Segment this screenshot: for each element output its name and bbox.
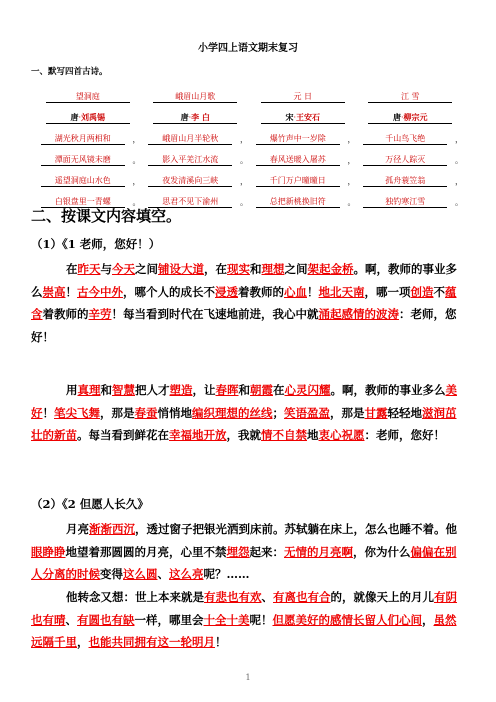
poem-line: 爆竹声中一岁除 [256,133,340,145]
answer-text: 浸透 [215,284,238,299]
section-heading-poems: 一、默写四首古诗。 [31,67,108,77]
paragraph [31,518,464,586]
answer-text: 昨天 [77,262,101,276]
body-text: ：老师，您好！ [31,307,457,344]
body-text: 呢！ [249,612,273,627]
body-text: ，透过窗子把银光洒到床前。苏轼躺在床上，怎么也睡不着。他 [135,522,457,536]
poem-line: 思君不见下渝州 [148,196,232,208]
body-text: 用 [66,383,78,397]
answer-text: 架起金桥 [307,262,354,276]
author-name: 李 白 [191,112,210,122]
answer-text: 心血 [284,284,307,299]
body-text: 着教师的 [42,307,89,321]
answer-text: 无情的月亮啊 [284,544,353,559]
question-label: （1）《1 老师，您好！） [31,237,161,251]
body-text: ， [422,612,434,627]
answer-text: 真理 [77,383,101,397]
poem-lines [34,124,464,208]
poem-line-row [34,124,464,145]
poem-author-row: 唐·刘禹锡 唐·李 白 宋·王安石 唐·柳宗元 [34,103,464,124]
answer-text: 有悲也有欢 [204,590,262,604]
poem-punctuation: ， [240,135,248,144]
answer-text: 编织理想的丝线 [192,405,273,420]
poem-title: 元 日 [261,91,345,103]
answer-text: 滋润茁壮的新苗 [31,405,457,442]
author-name: 柳宗元 [403,112,428,122]
answer-text: 涌起感情的波涛 [318,307,399,321]
answer-text: 偏偏在别人分离的时候 [31,544,457,581]
poem-line: 万径人踪灭 [363,154,447,166]
body-text: ，哪一项 [364,284,411,299]
paragraph [31,379,464,447]
body-text: 和 [100,383,112,397]
body-text: 之间 [135,262,158,276]
answer-text: 春蚕 [134,405,158,420]
answer-text: 今天 [112,262,135,276]
poem-line: 峨眉山月半轮秋 [148,133,232,145]
answer-text: 虽然远隔千里 [31,612,457,649]
body-text: 着教师的 [238,284,284,299]
poem-punctuation: ， [347,135,356,144]
answer-text: 也能共同拥有这一轮明月 [88,635,215,649]
poem-punctuation: ， [347,156,356,165]
poem-punctuation: ， [132,135,141,144]
poem-grid [34,82,464,208]
poem-title: 峨眉山月歌 [153,91,237,103]
answer-text: 蕴含 [31,284,457,321]
answer-text: 衷心祝愿 [318,428,365,442]
poem-punctuation: ， [132,177,141,186]
body-text: 月亮 [66,522,89,536]
body-text: 、 [261,590,273,604]
body-text: 不 [433,284,445,299]
poem-title-row [34,82,464,103]
body-text: ，那是 [100,405,135,420]
answer-text: 古今中外 [77,284,123,299]
body-text: ，你为什么 [353,544,411,559]
body-text: 一样，哪里会 [134,612,204,627]
answer-text: 智慧 [112,383,135,397]
poem-punctuation: ， [455,177,463,186]
body-text: 。啊，教师的事业多么 [31,262,457,299]
poem-punctuation: ， [455,135,463,144]
page-number: 1 [245,673,251,682]
dynasty: 宋 [285,112,294,122]
answer-text: 朝霞 [250,383,273,397]
poem-punctuation: 。 [347,198,356,207]
poem-line: 遥望洞庭山水色 [41,175,125,187]
answer-text: 创造 [410,284,434,299]
page-title: 小学四上语文期末复习 [198,43,298,54]
body-text: ！ [65,284,77,299]
answer-text: 但愿美好的感情长留人们心间 [272,612,422,627]
answer-text: 理想 [261,262,285,276]
body-text: 在 [66,262,78,276]
body-text: 他转念又想：世上本来就是 [66,590,204,604]
dynasty: 唐 [392,112,401,122]
answer-text: 美好 [31,383,457,420]
answer-text: 心灵闪耀 [284,383,331,397]
poem-punctuation: 。 [132,156,141,165]
poem-line: 影入平羌江水流 [148,154,232,166]
poem-punctuation: ， [347,177,356,186]
answer-text: 笑语盈盈 [284,405,330,420]
poem-line: 潭面无风镜未磨 [41,154,125,166]
answer-text: 有阴也有晴 [31,590,457,627]
paragraph [31,586,464,654]
poem-line: 孤舟蓑笠翁 [363,175,447,187]
poem-punctuation: ， [240,177,248,186]
body-text: 之间 [284,262,308,276]
body-text: ！ [307,284,319,299]
body-text: ，在 [204,262,227,276]
answer-text: 春晖 [215,383,239,397]
poem-title: 望洞庭 [46,91,130,103]
section-heading-fill: 二、按课文内容填空。 [31,207,182,225]
poem-punctuation: 。 [132,198,141,207]
body-text: 轻轻地 [387,405,422,420]
body-text: 与 [100,262,112,276]
answer-text: 埋怨 [226,544,250,559]
body-text: ，让 [192,383,216,397]
dynasty: 唐 [180,112,189,122]
answer-text: 现实 [227,262,250,276]
poem-line: 湖光秋月两相和 [41,133,125,145]
poem-punctuation: 。 [240,156,248,165]
body-text: 地望着那圆圆的月亮，心里不禁 [65,544,227,559]
poem-line: 春风送暖入屠苏 [256,154,340,166]
body-text: 。每当看到鲜花在 [77,428,169,442]
answer-text: 地北天南 [318,284,365,299]
poem-line-row [34,166,464,187]
body-text: 变得 [100,567,123,581]
answer-text: 有离也有合 [273,590,331,604]
body-text: 在 [273,383,285,397]
answer-text: 有圆也有缺 [77,612,135,627]
body-text: ，那是 [330,405,365,420]
answer-text: 铺设大道 [158,262,204,276]
answer-text: 渐渐西沉 [89,522,135,536]
body-text: ！ [215,635,227,649]
poem-punctuation: 。 [240,198,248,207]
dynasty: 唐 [70,112,79,122]
body-text: 。啊，教师的事业多么 [330,383,446,397]
poem-punctuation: 。 [455,156,463,165]
poem-line: 千山鸟飞绝 [363,133,447,145]
poem-line: 总把新桃换旧符 [256,196,340,208]
question-label: （2）《2 但愿人长久》 [31,497,149,511]
body-text: 的，就像天上的月儿 [330,590,434,604]
body-text: 地 [307,428,319,442]
body-text: 、 [65,612,77,627]
body-text: 起来： [249,544,284,559]
author-name: 王安石 [296,112,321,122]
poem-line: 千门万户曈曈日 [256,175,340,187]
answer-text: 这么圆 [123,567,158,581]
body-text: ！ [42,405,54,420]
body-text: 和 [250,262,262,276]
poem-line-row [34,145,464,166]
body-text: ，我就 [226,428,261,442]
answer-text: 辛劳 [88,307,112,321]
body-text: 把人才 [135,383,170,397]
poem-punctuation: 。 [455,198,463,207]
answer-text: 眼睁睁 [31,544,66,559]
body-text: 、 [157,567,169,581]
answer-text: 幸福地开放 [169,428,227,442]
poem-line: 白银盘里一青螺 [41,196,125,208]
answer-text: 崇高 [42,284,66,299]
poem-title: 江 雪 [368,91,452,103]
author-name: 刘禹锡 [81,112,106,122]
body-text: ，哪个人的成长不 [123,284,215,299]
body-text: 和 [238,383,250,397]
poem-line: 夜发清溪向三峡 [148,175,232,187]
answer-text: 十全十美 [203,612,250,627]
poem-line: 独钓寒江雪 [363,196,447,208]
answer-text: 情不自禁 [261,428,307,442]
body-text: ， [77,635,89,649]
paragraph [31,258,464,348]
body-text: ！每当看到时代在飞速地前进，我心中就 [111,307,319,321]
answer-text: 这么亮 [169,567,204,581]
answer-text: 笔尖飞舞 [54,405,100,420]
body-text: ：老师，您好！ [364,428,445,442]
answer-text: 甘露 [364,405,388,420]
body-text: 悄悄地 [157,405,192,420]
body-text: 呢？…… [203,567,250,581]
body-text: ； [272,405,284,420]
answer-text: 塑造 [169,383,193,397]
